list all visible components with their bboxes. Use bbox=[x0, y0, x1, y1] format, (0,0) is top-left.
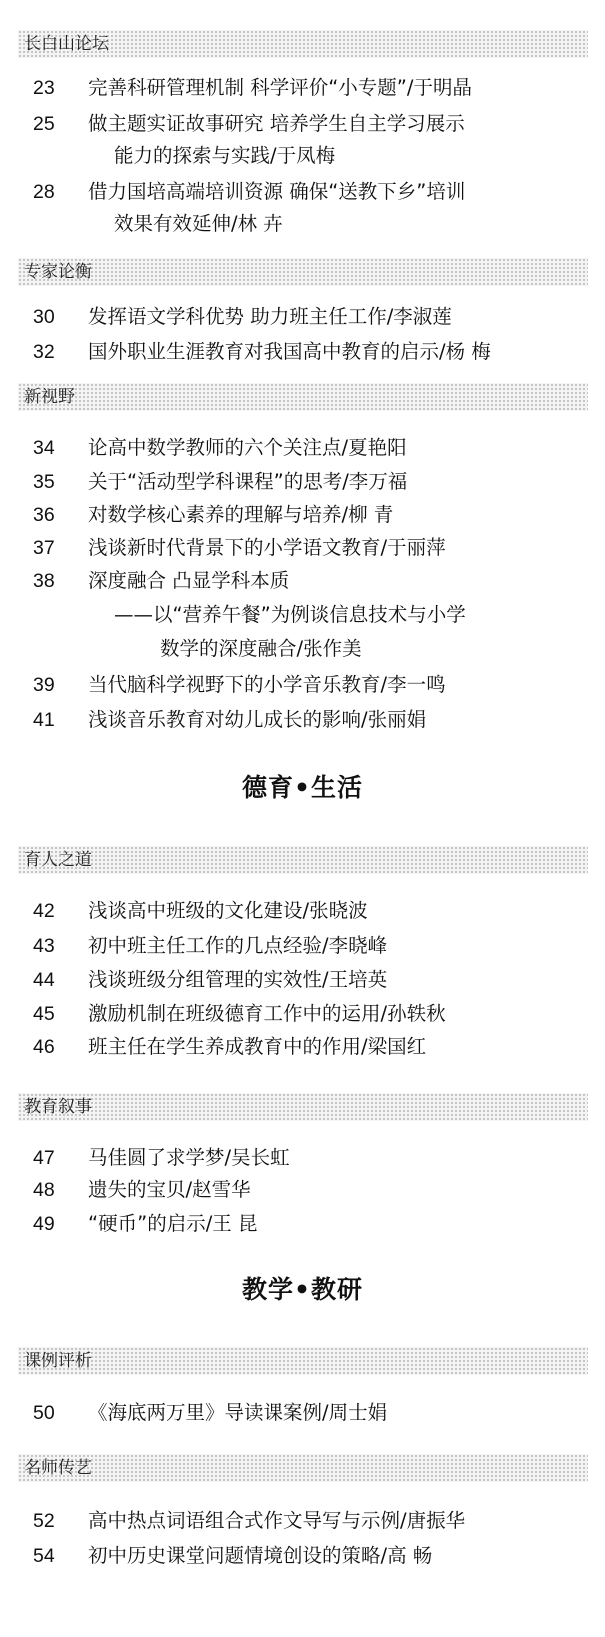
section-header bbox=[18, 1347, 588, 1375]
page-number: 41 bbox=[33, 709, 55, 731]
page-number: 43 bbox=[33, 935, 55, 957]
list-item[interactable] bbox=[0, 109, 605, 139]
major-section-title: 德育•生活 bbox=[242, 773, 363, 802]
list-item[interactable] bbox=[0, 1143, 605, 1173]
entry-title-continuation: 数学的深度融合/张作美 bbox=[160, 637, 362, 660]
section-header bbox=[18, 1454, 588, 1482]
list-item[interactable] bbox=[0, 705, 605, 735]
page-number: 28 bbox=[33, 181, 55, 203]
page-number: 38 bbox=[33, 570, 55, 592]
page-number: 35 bbox=[33, 471, 55, 493]
entry-title-continuation: ——以“营养午餐”为例谈信息技术与小学 bbox=[114, 603, 466, 626]
list-item[interactable] bbox=[0, 1032, 605, 1062]
section-header-label: 专家论衡 bbox=[24, 262, 92, 282]
section-header-label: 名师传艺 bbox=[24, 1458, 92, 1478]
page-number: 25 bbox=[33, 113, 55, 135]
page-number: 48 bbox=[33, 1179, 55, 1201]
page-number: 34 bbox=[33, 437, 55, 459]
entry-title: “硬币”的启示/王 昆 bbox=[88, 1212, 258, 1235]
list-item[interactable] bbox=[0, 337, 605, 367]
list-item[interactable] bbox=[0, 931, 605, 961]
entry-title: 完善科研管理机制 科学评价“小专题”/于明晶 bbox=[88, 76, 472, 99]
major-section-title: 教学•教研 bbox=[242, 1275, 363, 1304]
list-item[interactable] bbox=[0, 896, 605, 926]
entry-title-continuation: 能力的探索与实践/于凤梅 bbox=[114, 144, 336, 167]
list-item[interactable] bbox=[0, 433, 605, 463]
list-item[interactable] bbox=[0, 500, 605, 530]
list-item[interactable] bbox=[0, 1175, 605, 1205]
page-number: 49 bbox=[33, 1213, 55, 1235]
list-item[interactable] bbox=[0, 965, 605, 995]
list-item[interactable] bbox=[0, 467, 605, 497]
list-item[interactable] bbox=[0, 566, 605, 596]
list-item[interactable] bbox=[0, 533, 605, 563]
list-item[interactable] bbox=[0, 302, 605, 332]
section-header bbox=[18, 846, 588, 874]
section-header-label: 长白山论坛 bbox=[24, 34, 109, 54]
page-number: 44 bbox=[33, 969, 55, 991]
page-number: 52 bbox=[33, 1510, 55, 1532]
list-item-continuation bbox=[0, 209, 605, 239]
page-number: 54 bbox=[33, 1545, 55, 1567]
entry-title: 深度融合 凸显学科本质 bbox=[88, 569, 290, 592]
entry-title: 发挥语文学科优势 助力班主任工作/李淑莲 bbox=[88, 305, 452, 328]
list-item[interactable] bbox=[0, 177, 605, 207]
list-item[interactable] bbox=[0, 999, 605, 1029]
page-number: 46 bbox=[33, 1036, 55, 1058]
page-number: 42 bbox=[33, 900, 55, 922]
entry-title: 《海底两万里》导读课案例/周士娟 bbox=[88, 1401, 388, 1424]
list-item[interactable] bbox=[0, 73, 605, 103]
list-item[interactable] bbox=[0, 1209, 605, 1239]
entry-title: 论高中数学教师的六个关注点/夏艳阳 bbox=[88, 436, 407, 459]
section-header bbox=[18, 30, 588, 58]
entry-title: 遗失的宝贝/赵雪华 bbox=[88, 1178, 251, 1201]
list-item[interactable] bbox=[0, 1398, 605, 1428]
entry-title: 借力国培高端培训资源 确保“送教下乡”培训 bbox=[88, 180, 466, 203]
entry-title: 做主题实证故事研究 培养学生自主学习展示 bbox=[88, 112, 465, 135]
entry-title: 班主任在学生养成教育中的作用/梁国红 bbox=[88, 1035, 427, 1058]
entry-title: 马佳圆了求学梦/吴长虹 bbox=[88, 1146, 290, 1169]
section-header-label: 教育叙事 bbox=[24, 1097, 92, 1117]
entry-title: 关于“活动型学科课程”的思考/李万福 bbox=[88, 470, 408, 493]
page-number: 39 bbox=[33, 674, 55, 696]
page-number: 37 bbox=[33, 537, 55, 559]
page-number: 23 bbox=[33, 77, 55, 99]
section-header-label: 新视野 bbox=[24, 387, 75, 407]
section-header bbox=[18, 383, 588, 411]
page-number: 50 bbox=[33, 1402, 55, 1424]
page-number: 47 bbox=[33, 1147, 55, 1169]
page-number: 32 bbox=[33, 341, 55, 363]
list-item[interactable] bbox=[0, 1506, 605, 1536]
page-number: 36 bbox=[33, 504, 55, 526]
entry-title: 当代脑科学视野下的小学音乐教育/李一鸣 bbox=[88, 673, 446, 696]
entry-title: 初中历史课堂问题情境创设的策略/高 畅 bbox=[88, 1544, 433, 1567]
section-header-label: 课例评析 bbox=[24, 1351, 92, 1371]
list-item[interactable] bbox=[0, 670, 605, 700]
page-number: 30 bbox=[33, 306, 55, 328]
entry-title: 浅谈高中班级的文化建设/张晓波 bbox=[88, 899, 368, 922]
list-item-continuation bbox=[0, 634, 605, 664]
section-header bbox=[18, 1093, 588, 1121]
list-item-continuation bbox=[0, 141, 605, 171]
entry-title: 浅谈班级分组管理的实效性/王培英 bbox=[88, 968, 388, 991]
list-item-continuation bbox=[0, 600, 605, 630]
entry-title: 浅谈新时代背景下的小学语文教育/于丽萍 bbox=[88, 536, 446, 559]
entry-title: 国外职业生涯教育对我国高中教育的启示/杨 梅 bbox=[88, 340, 491, 363]
entry-title: 浅谈音乐教育对幼儿成长的影响/张丽娟 bbox=[88, 708, 427, 731]
entry-title-continuation: 效果有效延伸/林 卉 bbox=[114, 212, 283, 235]
entry-title: 高中热点词语组合式作文导写与示例/唐振华 bbox=[88, 1509, 466, 1532]
list-item[interactable] bbox=[0, 1541, 605, 1571]
section-header-label: 育人之道 bbox=[24, 850, 92, 870]
section-header bbox=[18, 258, 588, 286]
page-number: 45 bbox=[33, 1003, 55, 1025]
entry-title: 对数学核心素养的理解与培养/柳 青 bbox=[88, 503, 394, 526]
entry-title: 激励机制在班级德育工作中的运用/孙轶秋 bbox=[88, 1002, 446, 1025]
entry-title: 初中班主任工作的几点经验/李晓峰 bbox=[88, 934, 388, 957]
